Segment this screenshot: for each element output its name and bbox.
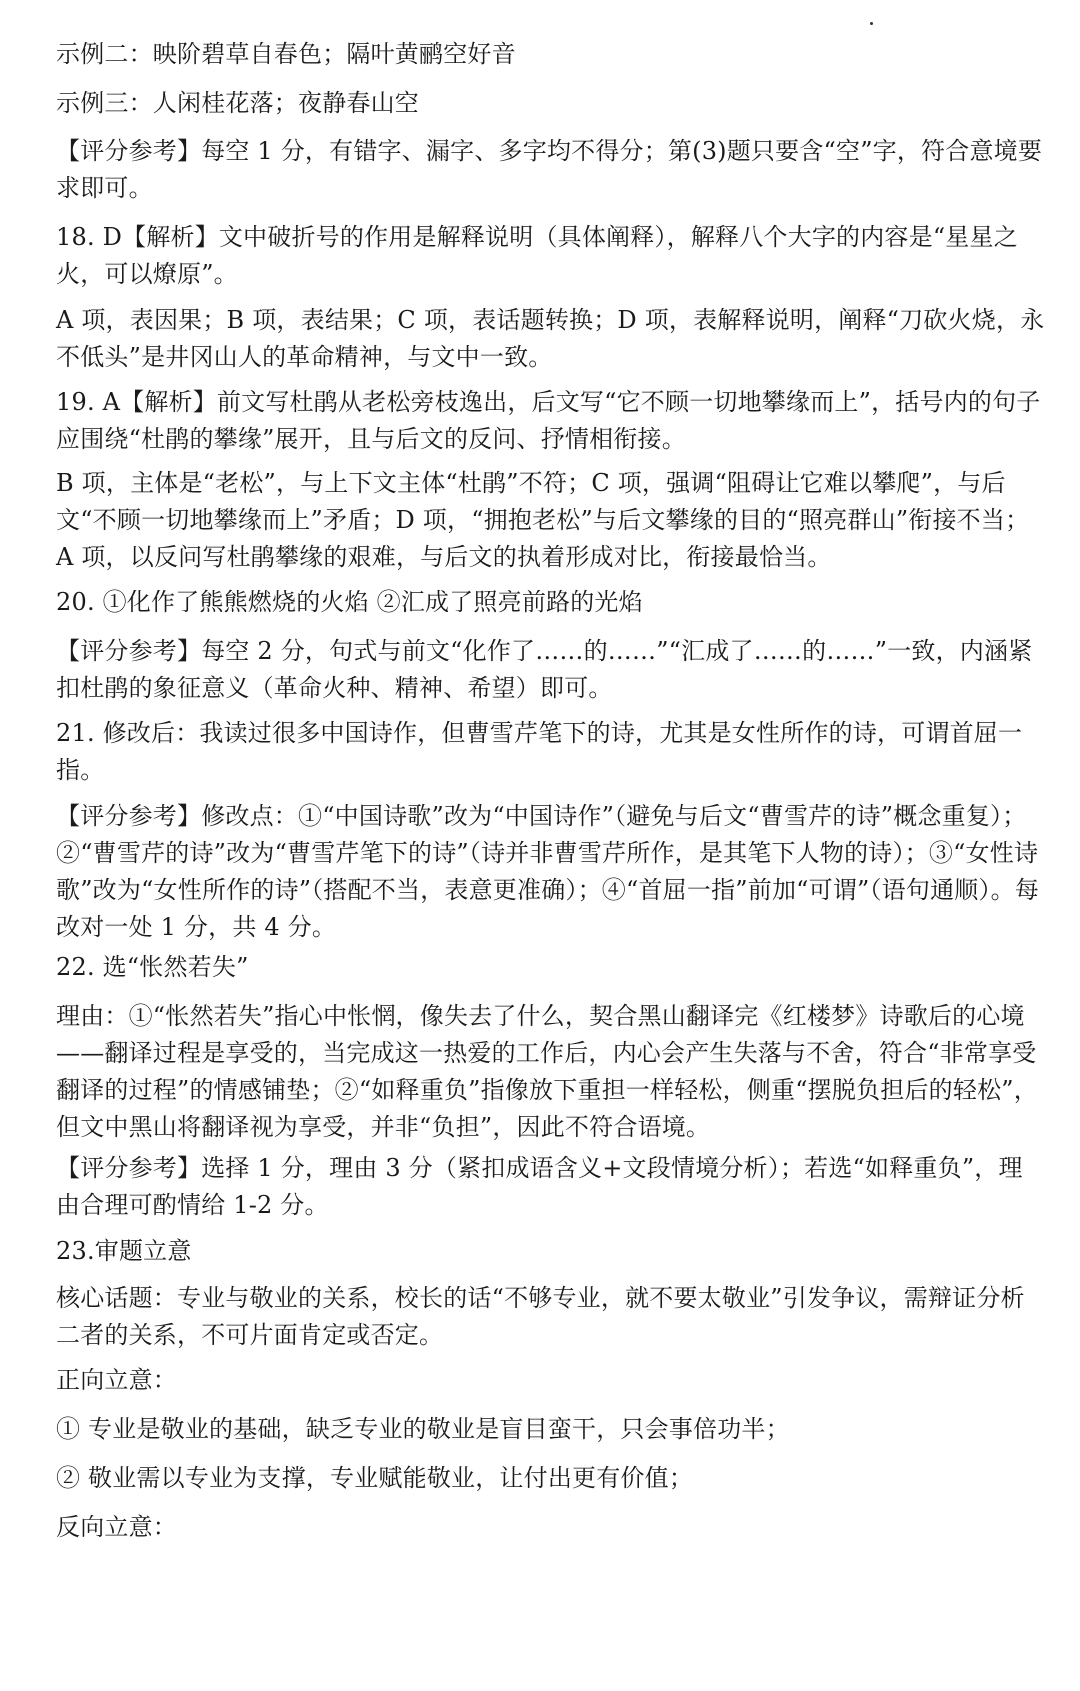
answer-23-heading: 23.审题立意 [56, 1237, 192, 1265]
scoring-note-22: 【评分参考】选择 1 分，理由 3 分（紧扣成语含义+文段情境分析）；若选“如释重负”，理由合理可酌情给 1-2 分。 [56, 1154, 1023, 1219]
scan-speck [870, 22, 873, 25]
negative-heading: 反向立意： [56, 1513, 177, 1541]
scoring-note-20: 【评分参考】每空 2 分，句式与前文“化作了……的……”“汇成了……的……”一致，内涵紧扣杜鹃的象征意义（革命火种、精神、希望）即可。 [56, 637, 1033, 702]
answer-22-reason: 理由：①“怅然若失”指心中怅惘，像失去了什么，契合黑山翻译完《红楼梦》诗歌后的心境——翻译过程是享受的，当完成这一热爱的工作后，内心会产生失落与不舍，符合“非常享受翻译的过程”的情感铺垫；②“如释重负”指像放下重担一样轻松，侧重“摆脱负担后的轻松”，但文中黑山将翻译视为享受，并非“负担”，因此不符合语境。 [56, 1002, 1038, 1141]
answer-20: 20. ①化作了熊熊燃烧的火焰 ②汇成了照亮前路的光焰 [56, 588, 643, 616]
example-two-line: 示例二：映阶碧草自春色；隔叶黄鹂空好音 [56, 40, 516, 68]
answer-19-options: B 项，主体是“老松”，与上下文主体“杜鹃”不符；C 项，强调“阻碍让它难以攀爬”，与后文“不顾一切地攀缘而上”矛盾；D 项，“拥抱老松”与后文攀缘的目的“照亮群山”衔接不当；A 项，以反问写杜鹃攀缘的艰难，与后文的执着形成对比，衔接最恰当。 [56, 469, 1030, 571]
answer-19: 19. A【解析】前文写杜鹃从老松旁枝逸出，后文写“它不顾一切地攀缘而上”，括号内的句子应围绕“杜鹃的攀缘”展开，且与后文的反问、抒情相衔接。 [56, 388, 1041, 453]
positive-heading: 正向立意： [56, 1366, 177, 1394]
scoring-note-21: 【评分参考】修改点：①“中国诗歌”改为“中国诗作”（避免与后文“曹雪芹的诗”概念重复）；②“曹雪芹的诗”改为“曹雪芹笔下的诗”（诗并非曹雪芹所作，是其笔下人物的诗）；③“女性诗歌”改为“女性所作的诗”（搭配不当，表意更准确）；④“首屈一指”前加“可谓”（语句通顺）。每改对一处 1 分，共 4 分。 [56, 802, 1040, 941]
positive-point-1: ① 专业是敬业的基础，缺乏专业的敬业是盲目蛮干，只会事倍功半； [56, 1415, 790, 1443]
example-three-line: 示例三：人闲桂花落；夜静春山空 [56, 89, 419, 117]
answer-18: 18. D【解析】文中破折号的作用是解释说明（具体阐释），解释八个大字的内容是“星星之火，可以燎原”。 [56, 223, 1018, 288]
scoring-note-17: 【评分参考】每空 1 分，有错字、漏字、多字均不得分；第(3)题只要含“空”字，符合意境要求即可。 [56, 137, 1043, 202]
answer-21: 21. 修改后：我读过很多中国诗作，但曹雪芹笔下的诗，尤其是女性所作的诗，可谓首屈一指。 [56, 719, 1023, 784]
core-topic: 核心话题：专业与敬业的关系，校长的话“不够专业，就不要太敬业”引发争议，需辩证分析二者的关系，不可片面肯定或否定。 [56, 1284, 1025, 1349]
answer-18-options: A 项，表因果；B 项，表结果；C 项，表话题转换；D 项，表解释说明，阐释“刀砍火烧，永不低头”是井冈山人的革命精神，与文中一致。 [56, 306, 1045, 371]
positive-point-2: ② 敬业需以专业为支撑，专业赋能敬业，让付出更有价值； [56, 1464, 694, 1492]
answer-22: 22. 选“怅然若失” [56, 953, 249, 981]
